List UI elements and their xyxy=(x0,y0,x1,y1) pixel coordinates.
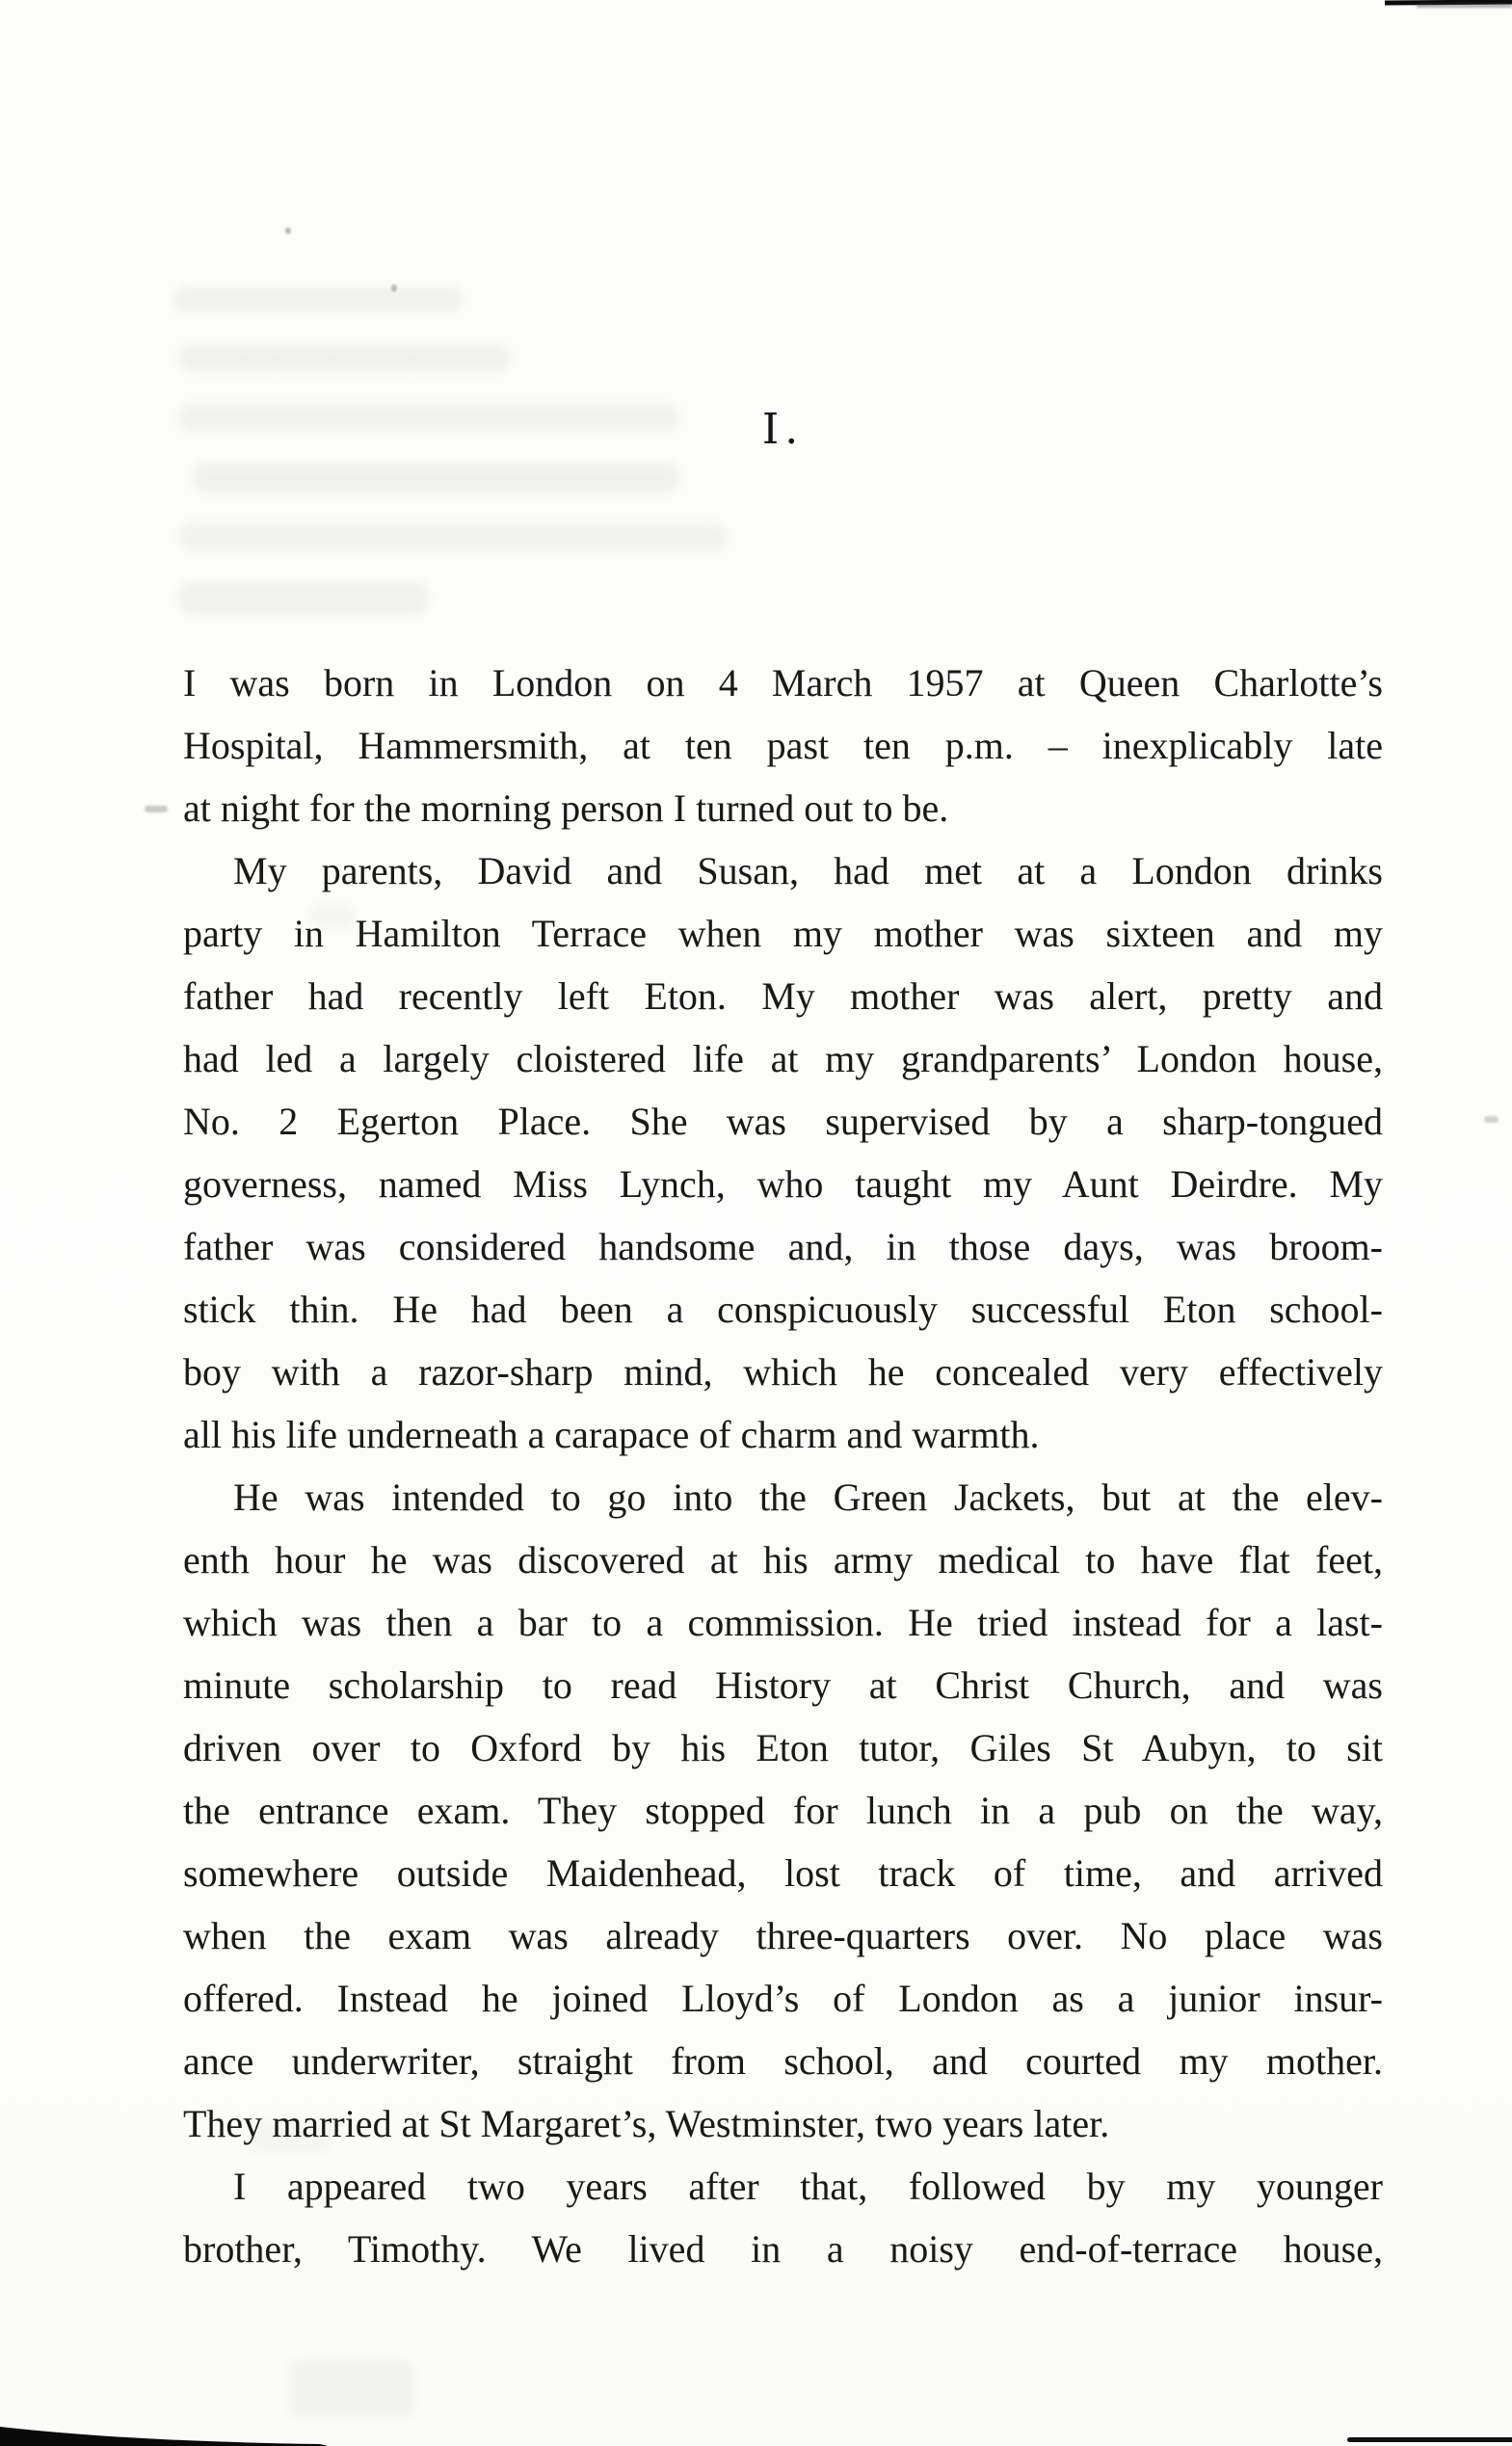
text-line: I appeared two years after that, followed by my younger xyxy=(233,2165,1383,2208)
page-curl-shadow xyxy=(0,2388,328,2446)
text-line: driven over to Oxford by his Eton tutor, Giles St Aubyn, to sit xyxy=(183,1726,1383,1769)
bleedthrough-ghost-text xyxy=(173,287,463,312)
text-line: I was born in London on 4 March 1957 at Queen Charlotte’s xyxy=(183,661,1383,705)
bleedthrough-ghost-text xyxy=(178,345,511,372)
text-line: which was then a bar to a commission. He tried instead for a last- xyxy=(183,1601,1383,1644)
text-line: stick thin. He had been a conspicuously successful Eton school- xyxy=(183,1288,1383,1331)
text-line: boy with a razor-sharp mind, which he concealed very effectively xyxy=(183,1350,1383,1394)
ink-speck xyxy=(145,806,168,812)
paragraph xyxy=(183,2155,1383,2280)
text-line: No. 2 Egerton Place. She was supervised by a sharp-tongued xyxy=(183,1100,1383,1143)
text-line: minute scholarship to read History at Christ Church, and was xyxy=(183,1663,1383,1707)
text-line: enth hour he was discovered at his army medical to have flat feet, xyxy=(183,1538,1383,1582)
text-line: father was considered handsome and, in those days, was broom- xyxy=(183,1225,1383,1268)
text-line: party in Hamilton Terrace when my mother was sixteen and my xyxy=(183,912,1383,955)
paragraph xyxy=(183,839,1383,1466)
ink-speck xyxy=(1484,1116,1499,1123)
text-line: They married at St Margaret’s, Westminster, two years later. xyxy=(183,2102,1110,2145)
scan-edge-line-bottom-right xyxy=(1347,2437,1512,2442)
ink-speck xyxy=(391,284,397,292)
text-line: ance underwriter, straight from school, and courted my mother. xyxy=(183,2039,1383,2083)
text-line: when the exam was already three-quarters over. No place was xyxy=(183,1914,1383,1957)
text-line: offered. Instead he joined Lloyd’s of London as a junior insur- xyxy=(183,1977,1383,2020)
scan-edge-line-fuzz xyxy=(1417,4,1512,8)
text-line: all his life underneath a carapace of charm and warmth. xyxy=(183,1413,1040,1456)
text-line: My parents, David and Susan, had met at a London drinks xyxy=(233,849,1383,892)
text-line: the entrance exam. They stopped for lunch in a pub on the way, xyxy=(183,1789,1383,1832)
paragraph xyxy=(183,1466,1383,2155)
bleedthrough-ghost-text xyxy=(178,582,429,615)
ink-speck xyxy=(285,227,291,234)
text-line: Hospital, Hammersmith, at ten past ten p.m. – inexplicably late xyxy=(183,724,1383,767)
chapter-number: I. xyxy=(761,405,805,454)
text-line: father had recently left Eton. My mother was alert, pretty and xyxy=(183,974,1383,1018)
paragraph xyxy=(183,651,1383,839)
text-line: governess, named Miss Lynch, who taught my Aunt Deirdre. My xyxy=(183,1162,1383,1206)
text-line: somewhere outside Maidenhead, lost track of time, and arrived xyxy=(183,1851,1383,1895)
bleedthrough-ghost-text xyxy=(178,522,728,551)
text-line: brother, Timothy. We lived in a noisy end-of-terrace house, xyxy=(183,2227,1383,2271)
text-line: He was intended to go into the Green Jackets, but at the elev- xyxy=(233,1476,1383,1519)
bleedthrough-ghost-text xyxy=(193,463,679,493)
text-line: at night for the morning person I turned out to be. xyxy=(183,786,949,830)
body-text xyxy=(183,651,1383,2280)
text-line: had led a largely cloistered life at my grandparents’ London house, xyxy=(183,1037,1383,1080)
